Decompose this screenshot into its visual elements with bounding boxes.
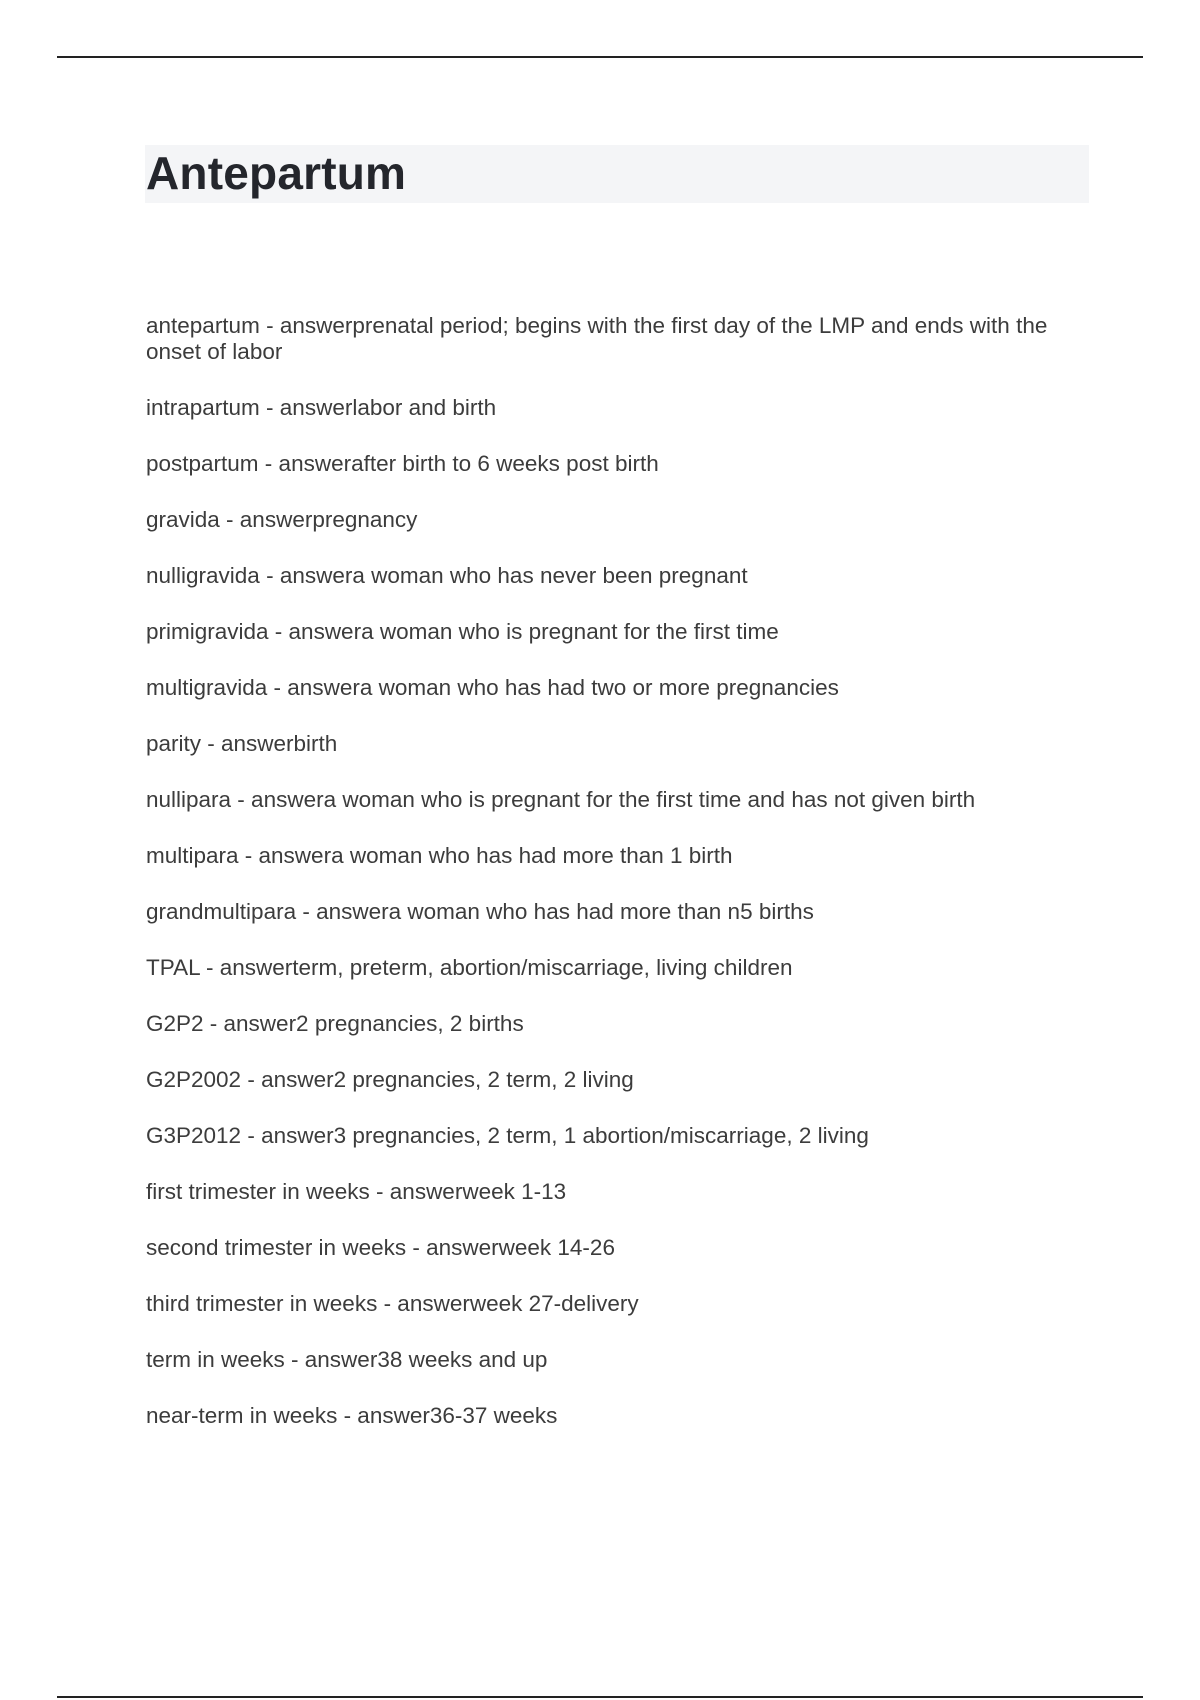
list-item: nulligravida - answera woman who has never been pregnant bbox=[146, 563, 748, 588]
list-item: postpartum - answerafter birth to 6 weeks post birth bbox=[146, 451, 659, 476]
list-item: third trimester in weeks - answerweek 27-delivery bbox=[146, 1291, 639, 1316]
list-item: first trimester in weeks - answerweek 1-13 bbox=[146, 1179, 567, 1204]
bottom-divider bbox=[57, 1696, 1143, 1698]
list-item: primigravida - answera woman who is pregnant for the first time bbox=[146, 619, 779, 644]
page-title: Antepartum bbox=[146, 147, 407, 199]
list-item: near-term in weeks - answer36-37 weeks bbox=[146, 1403, 558, 1428]
list-item: parity - answerbirth bbox=[146, 731, 338, 756]
list-item: G2P2002 - answer2 pregnancies, 2 term, 2 living bbox=[146, 1067, 634, 1092]
list-item: G3P2012 - answer3 pregnancies, 2 term, 1 abortion/miscarriage, 2 living bbox=[146, 1123, 869, 1148]
list-item: nullipara - answera woman who is pregnant for the first time and has not given birth bbox=[146, 787, 976, 812]
list-item: gravida - answerpregnancy bbox=[146, 507, 418, 532]
list-item: G2P2 - answer2 pregnancies, 2 births bbox=[146, 1011, 524, 1036]
term-list bbox=[146, 313, 1086, 1459]
list-item: second trimester in weeks - answerweek 14-26 bbox=[146, 1235, 615, 1260]
list-item: TPAL - answerterm, preterm, abortion/miscarriage, living children bbox=[146, 955, 793, 980]
list-item: grandmultipara - answera woman who has had more than n5 births bbox=[146, 899, 814, 924]
list-item: term in weeks - answer38 weeks and up bbox=[146, 1347, 548, 1372]
list-item: multipara - answera woman who has had more than 1 birth bbox=[146, 843, 733, 868]
list-item: intrapartum - answerlabor and birth bbox=[146, 395, 497, 420]
list-item: antepartum - answerprenatal period; begins with the first day of the LMP and ends with the onset of labor bbox=[146, 313, 1048, 364]
list-item: multigravida - answera woman who has had two or more pregnancies bbox=[146, 675, 839, 700]
top-divider bbox=[57, 56, 1143, 58]
